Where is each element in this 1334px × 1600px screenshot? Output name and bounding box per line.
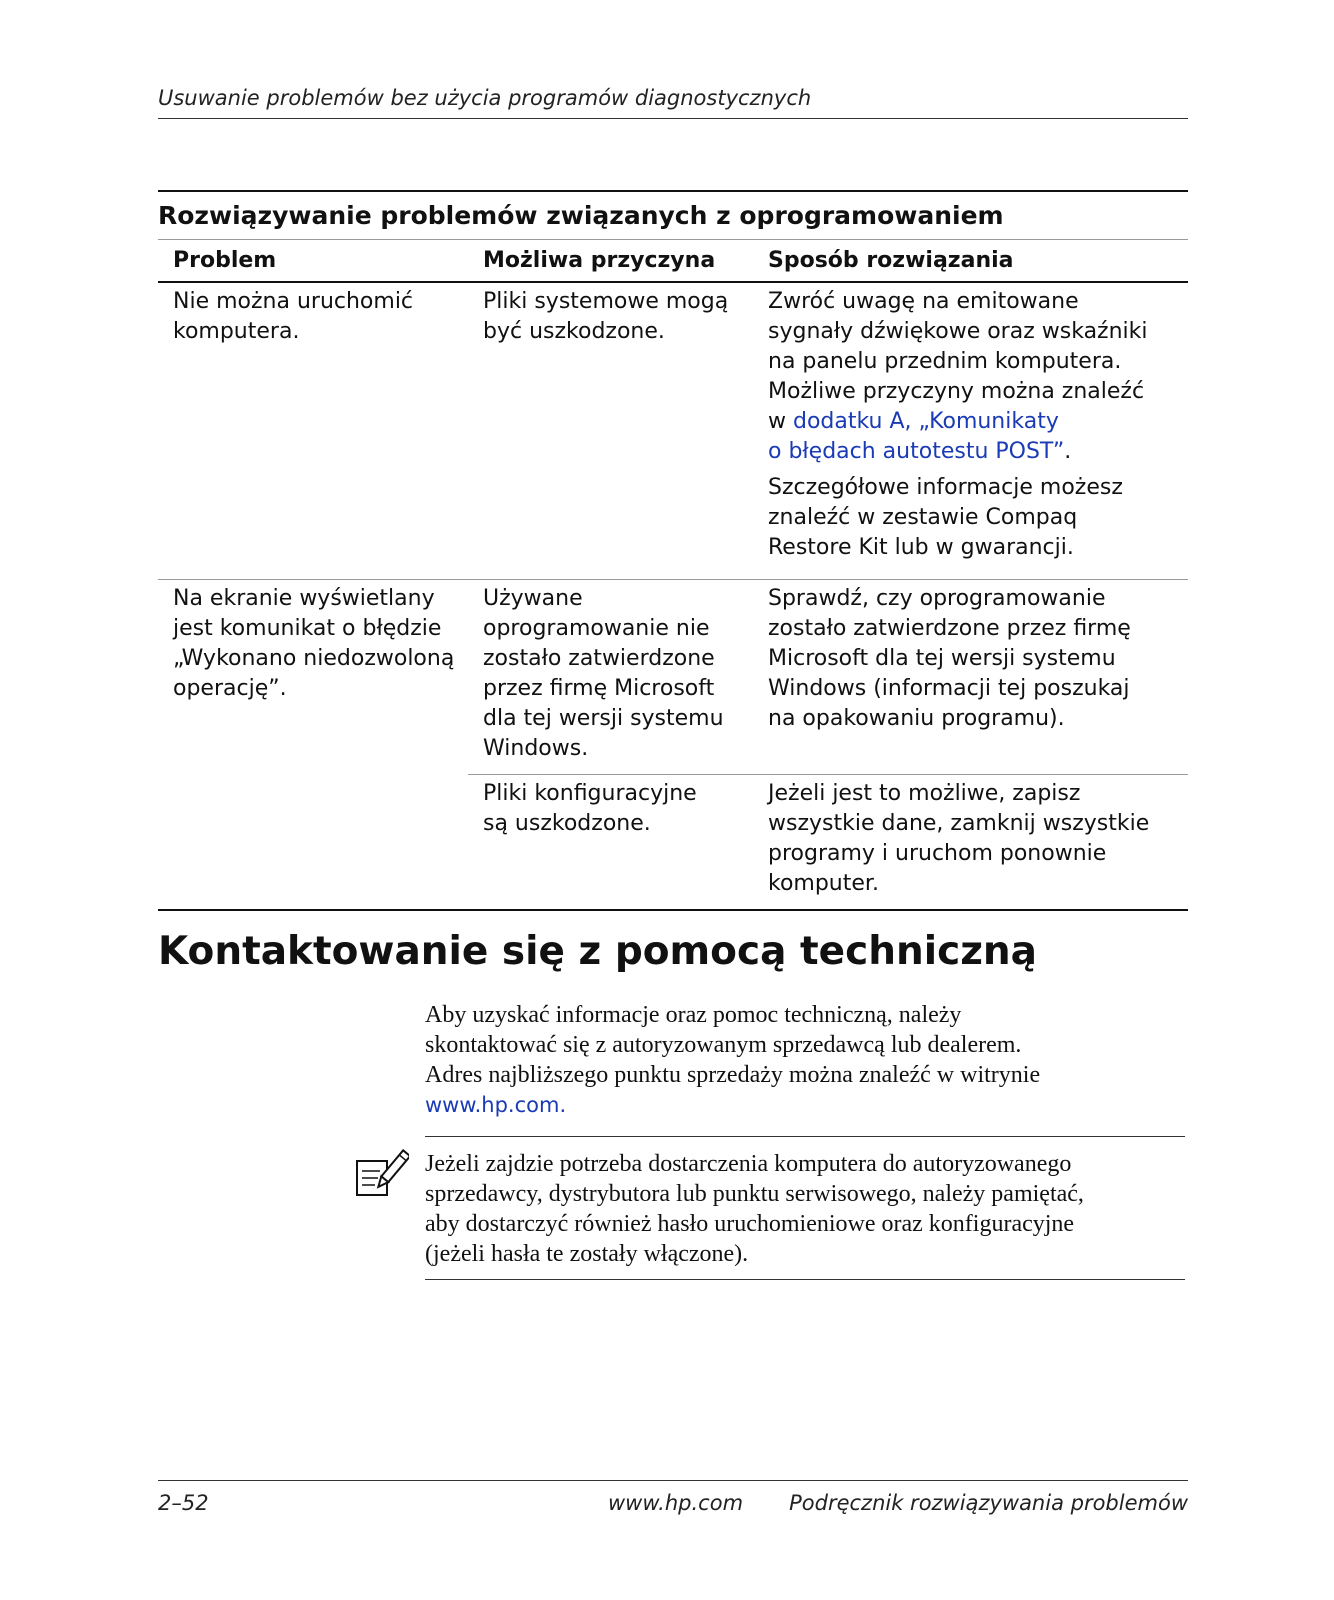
software-troubleshooting-table <box>158 190 1188 911</box>
text-line: znaleźć w zestawie Compaq <box>768 505 1078 530</box>
cause-solution-pair <box>468 580 1188 774</box>
solution-cell <box>753 283 1188 579</box>
text-line: Używane <box>483 586 583 611</box>
column-header-solution: Sposób rozwiązania <box>768 248 1014 273</box>
text-line: jest komunikat o błędzie <box>173 616 442 641</box>
text-line: (jeżeli hasła te zostały włączone). <box>425 1241 749 1267</box>
column-header-problem: Problem <box>173 248 277 273</box>
cause-cell <box>468 580 753 774</box>
note-box <box>425 1136 1185 1280</box>
text-line: operację”. <box>173 676 287 701</box>
text-line: Aby uzyskać informacje oraz pomoc techniczną, należy <box>425 1002 962 1028</box>
text-line: Na ekranie wyświetlany <box>173 586 435 611</box>
section-body <box>425 1000 1185 1120</box>
pencil-note-icon <box>353 1149 409 1199</box>
text-line: Nie można uruchomić <box>173 289 414 314</box>
text-line: skontaktować się z autoryzowanym sprzedawcą lub dealerem. <box>425 1032 1022 1058</box>
text-line: Pliki systemowe mogą <box>483 289 729 314</box>
text-line <box>425 1090 1185 1120</box>
text-line: programy i uruchom ponownie <box>768 841 1107 866</box>
text-line: komputera. <box>173 319 300 344</box>
link-prefix: w <box>768 409 793 434</box>
link-suffix: . <box>1064 439 1072 464</box>
page-footer <box>158 1480 1188 1517</box>
text-line: komputer. <box>768 871 879 896</box>
text-line: Restore Kit lub w gwarancji. <box>768 535 1074 560</box>
text-line: Windows. <box>483 736 589 761</box>
text-line: Jeżeli jest to możliwe, zapisz <box>768 781 1081 806</box>
text-line: Microsoft dla tej wersji systemu <box>768 646 1116 671</box>
text-line: na panelu przednim komputera. <box>768 349 1122 374</box>
text-line: Adres najbliższego punktu sprzedaży można znaleźć w witrynie <box>425 1062 1041 1088</box>
solution-paragraph <box>768 287 1188 467</box>
text-line <box>768 437 1188 467</box>
text-line: być uszkodzone. <box>483 319 665 344</box>
footer-url: www.hp.com <box>608 1491 744 1515</box>
table-row <box>158 283 1188 579</box>
cause-solution-pair <box>468 774 1188 909</box>
column-header-cause: Możliwa przyczyna <box>483 248 716 273</box>
text-line: Jeżeli zajdzie potrzeba dostarczenia komputera do autoryzowanego <box>425 1151 1072 1177</box>
text-line: są uszkodzone. <box>483 811 651 836</box>
text-line: wszystkie dane, zamknij wszystkie <box>768 811 1150 836</box>
text-line: zostało zatwierdzone <box>483 646 715 671</box>
text-line: zostało zatwierdzone przez firmę <box>768 616 1131 641</box>
section-heading: Kontaktowanie się z pomocą techniczną <box>158 929 1037 974</box>
book-title: Podręcznik rozwiązywania problemów <box>789 1491 1188 1515</box>
table-row <box>158 579 1188 909</box>
text-line <box>768 407 1188 437</box>
hp-website-link[interactable]: www.hp.com. <box>425 1093 567 1117</box>
running-header: Usuwanie problemów bez użycia programów diagnostycznych <box>158 84 1188 119</box>
solution-paragraph <box>768 473 1188 563</box>
text-line: Możliwe przyczyny można znaleźć <box>768 379 1145 404</box>
appendix-a-link-continued[interactable]: o błędach autotestu POST” <box>768 439 1065 464</box>
cause-cell <box>468 283 753 579</box>
table-bottom-rule <box>158 909 1188 911</box>
text-line: Pliki konfiguracyjne <box>483 781 697 806</box>
text-line: przez firmę Microsoft <box>483 676 715 701</box>
text-line: Windows (informacji tej poszukaj <box>768 676 1130 701</box>
text-line: na opakowaniu programu). <box>768 706 1065 731</box>
cause-cell <box>468 775 753 909</box>
text-line: „Wykonano niedozwoloną <box>173 646 455 671</box>
solution-cell <box>753 580 1188 774</box>
solution-cell <box>753 775 1188 909</box>
table-title: Rozwiązywanie problemów związanych z oprogramowaniem <box>158 190 1188 240</box>
text-line: dla tej wersji systemu <box>483 706 724 731</box>
note-text <box>425 1149 1185 1269</box>
appendix-a-link[interactable]: dodatku A, „Komunikaty <box>793 409 1059 434</box>
text-line: sprzedawcy, dystrybutora lub punktu serwisowego, należy pamiętać, <box>425 1181 1084 1207</box>
problem-cell <box>158 580 468 909</box>
text-line: sygnały dźwiękowe oraz wskaźniki <box>768 319 1148 344</box>
table-header-row <box>158 240 1188 283</box>
text-line: oprogramowanie nie <box>483 616 710 641</box>
text-line: Zwróć uwagę na emitowane <box>768 289 1079 314</box>
text-line: Sprawdź, czy oprogramowanie <box>768 586 1106 611</box>
page-number: 2–52 <box>158 1491 209 1515</box>
text-line: aby dostarczyć również hasło uruchomieniowe oraz konfiguracyjne <box>425 1211 1075 1237</box>
text-line: Szczegółowe informacje możesz <box>768 475 1123 500</box>
problem-cell <box>158 283 468 579</box>
